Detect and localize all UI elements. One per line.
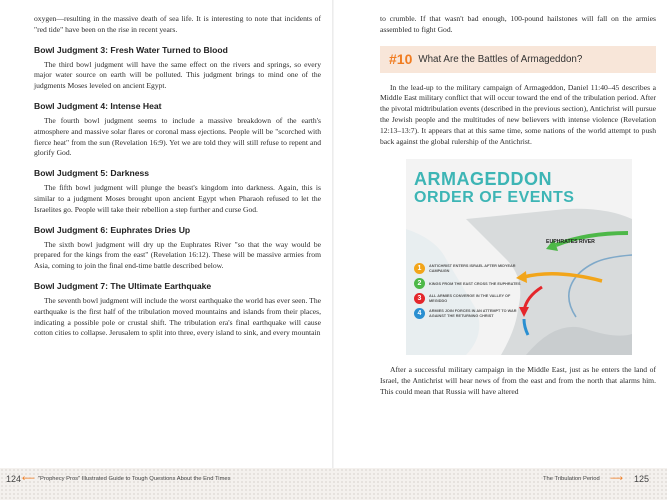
right-arrow-icon: ⟶ — [610, 474, 623, 484]
legend-text: ALL ARMIES CONVERGE IN THE VALLEY OF MEGIDDO — [429, 294, 511, 303]
legend-item-2 — [414, 278, 522, 289]
right-paragraph-2: After a successful military campaign in the Middle East, just as he enters the land of Israel, the Antichrist will hear news of from the east and from the north that alarms him. This could mean that Russia will have altered — [380, 365, 656, 396]
euphrates-river-label: EUPHRATES RIVER — [546, 239, 595, 246]
left-paragraph-2: The fourth bowl judgment seems to include a massive breakdown of the earth's atmosphere and massive solar flares or coronal mass ejections. People will be "scorched with fierce heat" from the sun (Revelation 16:9). Yet we are told they will still refuse to repent and glorify God. — [34, 115, 321, 158]
subhead-bowl-judgment-6: Bowl Judgment 6: Euphrates Dries Up — [34, 224, 191, 235]
left-paragraph-1: The third bowl judgment will have the same effect on the rivers and springs, so every major water source on earth will be polluted. This judgment brings to mind one of the judgments Moses leveled on ancient Egypt. — [34, 59, 321, 91]
right-running-head: The Tribulation Period — [543, 476, 600, 482]
left-running-head: "Prophecy Pros" Illustrated Guide to Tough Questions About the End Times — [38, 476, 231, 482]
right-page — [334, 0, 667, 500]
subhead-bowl-judgment-4: Bowl Judgment 4: Intense Heat — [34, 100, 162, 111]
right-intro-paragraph: to crumble. If that wasn't bad enough, 100-pound hailstones will fall on the armies assembled to fight God. — [380, 14, 656, 34]
subhead-bowl-judgment-5: Bowl Judgment 5: Darkness — [34, 168, 150, 179]
legend-number-badge: 3 — [414, 293, 425, 304]
left-arrow-icon: ⟵ — [22, 474, 35, 484]
legend-item-4 — [414, 308, 522, 319]
left-column — [34, 14, 321, 339]
left-page — [0, 0, 333, 500]
question-number: #10 — [389, 51, 413, 68]
right-page-number: 125 — [634, 474, 650, 484]
legend-text: ARMIES JOIN FORCES IN AN ATTEMPT TO WAR AGAINST THE RETURNING CHRIST — [429, 309, 517, 318]
legend-number-badge: 4 — [414, 308, 425, 319]
question-callout — [380, 46, 656, 73]
question-title: What Are the Battles of Armageddon? — [418, 53, 583, 65]
armageddon-map — [406, 159, 632, 355]
map-title-line1: ARMAGEDDON — [414, 169, 552, 190]
left-paragraph-4: The sixth bowl judgment will dry up the Euphrates River "so that the way would be prepared for the kings from the east" (Revelation 16:12). These will be massive armies from Asia, coming to join the final end-time battle described below. — [34, 239, 321, 271]
left-paragraph-5: The seventh bowl judgment will include the worst earthquake the world has ever seen. The earthquake is the first half of the tribulation moved mountains and islands from their places, indicating a possible pole or crustal shift. The tribulation era's final earthquake will cause cotton cities to collapse. Jerusalem to split into three, every island to sink, and every mountain — [34, 295, 321, 338]
legend-number-badge: 2 — [414, 278, 425, 289]
subhead-bowl-judgment-7: Bowl Judgment 7: The Ultimate Earthquake — [34, 280, 212, 291]
page-footer-band — [0, 468, 667, 500]
legend-item-1 — [414, 263, 522, 274]
legend-number-badge: 1 — [414, 263, 425, 274]
subhead-bowl-judgment-3: Bowl Judgment 3: Fresh Water Turned to Blood — [34, 44, 228, 55]
map-title-line2: ORDER OF EVENTS — [414, 189, 575, 207]
map-legend — [414, 263, 522, 323]
legend-text: KINGS FROM THE EAST CROSS THE EUPHRATES — [429, 281, 521, 286]
left-paragraph-3: The fifth bowl judgment will plunge the beast's kingdom into darkness. Again, this is similar to a judgment Moses brought upon ancient Egypt when Pharaoh refused to let the Israelites go. People will take their rebellion a step further and curse God. — [34, 183, 321, 214]
right-paragraph-1: In the lead-up to the military campaign of Armageddon, Daniel 11:40–45 describes a Middle East military conflict that will occur toward the end of the tribulation period. After the pivotal midtribulation events (described in the previous section), Antichrist will pursue the Jewish people and the multitudes of new believers with intense violence (Revelation 12:13–13:7). It appears that at this same time, some nations of the world attempt to push back against the global rulership of the Antichrist. — [380, 82, 656, 146]
right-column — [380, 14, 656, 398]
legend-item-3 — [414, 293, 522, 304]
left-paragraph-0: oxygen—resulting in the massive death of sea life. It is interesting to note that incidents of "red tide" have been on the rise in recent years. — [34, 14, 321, 34]
legend-text: ANTICHRIST ENTERS ISRAEL AFTER MIDYEAR CAMPAIGN — [429, 264, 516, 273]
left-page-number: 124 — [6, 474, 22, 484]
